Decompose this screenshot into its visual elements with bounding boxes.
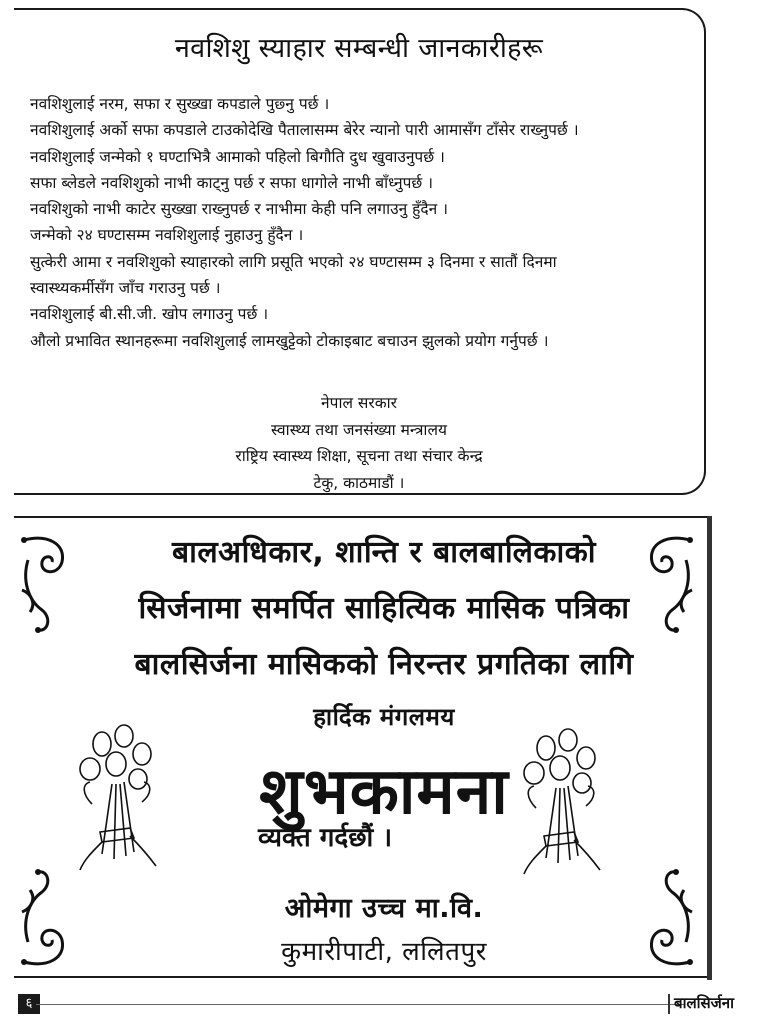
issuer-line: स्वास्थ्य तथा जनसंख्या मन्त्रालय [271, 420, 447, 439]
greeting-line: सिर्जनामा समर्पित साहित्यिक मासिक पत्रिका [138, 591, 630, 626]
greeting-headline: शुभकामना [259, 755, 509, 829]
greeting-line: बालसिर्जना मासिकको निरन्तर प्रगतिका लागि [134, 647, 634, 682]
issuer-line: टेकु, काठमाडौं । [313, 473, 405, 492]
notice-list [30, 91, 700, 354]
notice-line: नवशिशुलाई जन्मेको १ घण्टाभित्रै आमाको पहिलो बिगौति दुध खुवाउनुपर्छ । [30, 147, 445, 166]
sender-address: कुमारीपाटी, ललितपुर [281, 937, 487, 967]
page-number: ६ [18, 994, 40, 1014]
notice-box [14, 8, 706, 495]
notice-line: औलो प्रभावित स्थानहरूमा नवशिशुलाई लामखुट्टेको टोकाइबाट बचाउन झुलको प्रयोग गर्नुपर्छ । [30, 331, 549, 350]
notice-line: नवशिशुलाई बी.सी.जी. खोप लगाउनु पर्छ । [30, 305, 269, 324]
sender-org: ओमेगा उच्च मा.वि. [284, 893, 484, 924]
issuer-block [14, 390, 704, 496]
notice-line: नवशिशुलाई अर्को सफा कपडाले टाउकोदेखि पैतालासम्म बेरेर न्यानो पारी आमासँग टाँसेर राख्नुपर्छ । [30, 121, 579, 140]
notice-title: नवशिशु स्याहार सम्बन्धी जानकारीहरू [174, 33, 544, 64]
notice-line: स्वास्थ्यकर्मीसँग जाँच गराउनु पर्छ । [30, 279, 221, 298]
greeting-line: व्यक्त गर्दछौं । [258, 823, 393, 853]
magazine-name: बालसिर्जना [674, 994, 734, 1012]
notice-line: जन्मेको २४ घण्टासम्म नवशिशुलाई नुहाउनु हुँदैन । [30, 226, 304, 245]
notice-line: नवशिशुको नाभी काटेर सुख्खा राख्नुपर्छ र नाभीमा केही पनि लगाउनु हुँदैन । [30, 200, 448, 219]
issuer-line: नेपाल सरकार [321, 394, 397, 412]
footer-bar [668, 994, 670, 1014]
greeting-line: हार्दिक मंगलमय [313, 703, 455, 731]
issuer-line: राष्ट्रिय स्वास्थ्य शिक्षा, सूचना तथा संचार केन्द्र [235, 447, 483, 465]
notice-line: सफा ब्लेडले नवशिशुको नाभी काट्नु पर्छ र सफा धागोले नाभी बाँध्नुपर्छ । [30, 173, 434, 192]
greeting-line: बालअधिकार, शान्ति र बालबालिकाको [171, 535, 597, 570]
notice-line: नवशिशुलाई नरम, सफा र सुख्खा कपडाले पुछ्नु पर्छ । [30, 95, 330, 113]
footer-rule [36, 1004, 684, 1005]
notice-line: सुत्केरी आमा र नवशिशुको स्याहारको लागि प्रसूति भएको २४ घण्टासम्म ३ दिनमा र सातौं दिनमा [30, 252, 557, 271]
